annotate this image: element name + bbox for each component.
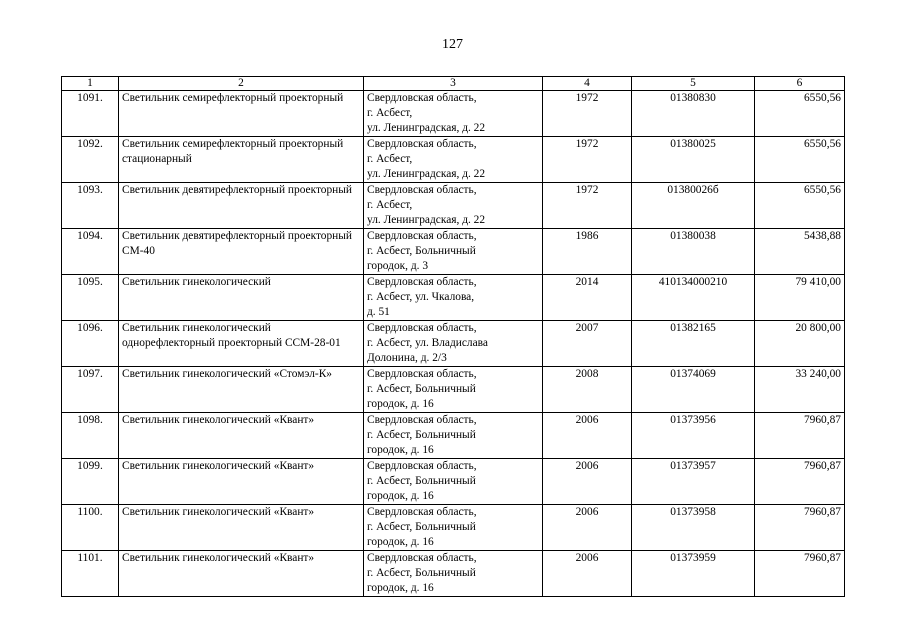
item-name-cell: Светильник девятирефлекторный проекторный bbox=[119, 183, 364, 229]
table-row bbox=[62, 321, 845, 367]
item-name-cell: Светильник гинекологический bbox=[119, 275, 364, 321]
item-name-cell: Светильник гинекологический «Квант» bbox=[119, 459, 364, 505]
year-cell: 2006 bbox=[543, 551, 632, 597]
address-cell: Свердловская область, г. Асбест, ул. Ленинградская, д. 22 bbox=[364, 183, 543, 229]
year-cell: 2006 bbox=[543, 459, 632, 505]
row-number-cell: 1095. bbox=[62, 275, 119, 321]
inventory-number-cell: 01380830 bbox=[632, 91, 755, 137]
row-number-cell: 1094. bbox=[62, 229, 119, 275]
inventory-number-cell: 01373958 bbox=[632, 505, 755, 551]
cost-cell: 7960,87 bbox=[755, 413, 845, 459]
address-cell: Свердловская область, г. Асбест, Больничный городок, д. 16 bbox=[364, 367, 543, 413]
address-cell: Свердловская область, г. Асбест, Больничный городок, д. 3 bbox=[364, 229, 543, 275]
inventory-number-cell: 01374069 bbox=[632, 367, 755, 413]
cost-cell: 79 410,00 bbox=[755, 275, 845, 321]
row-number-cell: 1096. bbox=[62, 321, 119, 367]
item-name-cell: Светильник гинекологический однорефлекторный проекторный ССМ-28-01 bbox=[119, 321, 364, 367]
column-header: 4 bbox=[543, 77, 632, 91]
row-number-cell: 1092. bbox=[62, 137, 119, 183]
table-row bbox=[62, 137, 845, 183]
row-number-cell: 1091. bbox=[62, 91, 119, 137]
row-number-cell: 1098. bbox=[62, 413, 119, 459]
year-cell: 1986 bbox=[543, 229, 632, 275]
address-cell: Свердловская область, г. Асбест, Больничный городок, д. 16 bbox=[364, 551, 543, 597]
address-cell: Свердловская область, г. Асбест, Больничный городок, д. 16 bbox=[364, 505, 543, 551]
address-cell: Свердловская область, г. Асбест, ул. Ленинградская, д. 22 bbox=[364, 91, 543, 137]
inventory-number-cell: 01382165 bbox=[632, 321, 755, 367]
cost-cell: 7960,87 bbox=[755, 459, 845, 505]
year-cell: 2006 bbox=[543, 505, 632, 551]
item-name-cell: Светильник семирефлекторный проекторный bbox=[119, 91, 364, 137]
column-header: 6 bbox=[755, 77, 845, 91]
cost-cell: 7960,87 bbox=[755, 505, 845, 551]
year-cell: 1972 bbox=[543, 183, 632, 229]
inventory-number-cell: 01373957 bbox=[632, 459, 755, 505]
column-header: 3 bbox=[364, 77, 543, 91]
cost-cell: 6550,56 bbox=[755, 91, 845, 137]
address-cell: Свердловская область, г. Асбест, Больничный городок, д. 16 bbox=[364, 459, 543, 505]
row-number-cell: 1099. bbox=[62, 459, 119, 505]
header-row bbox=[62, 77, 845, 91]
row-number-cell: 1093. bbox=[62, 183, 119, 229]
year-cell: 1972 bbox=[543, 91, 632, 137]
year-cell: 2006 bbox=[543, 413, 632, 459]
table-row bbox=[62, 413, 845, 459]
cost-cell: 33 240,00 bbox=[755, 367, 845, 413]
cost-cell: 6550,56 bbox=[755, 137, 845, 183]
item-name-cell: Светильник семирефлекторный проекторный стационарный bbox=[119, 137, 364, 183]
column-header: 5 bbox=[632, 77, 755, 91]
inventory-number-cell: 01373959 bbox=[632, 551, 755, 597]
item-name-cell: Светильник гинекологический «Квант» bbox=[119, 505, 364, 551]
row-number-cell: 1097. bbox=[62, 367, 119, 413]
table-row bbox=[62, 229, 845, 275]
address-cell: Свердловская область, г. Асбест, ул. Владислава Долонина, д. 2/3 bbox=[364, 321, 543, 367]
year-cell: 2008 bbox=[543, 367, 632, 413]
inventory-number-cell: 410134000210 bbox=[632, 275, 755, 321]
column-header: 1 bbox=[62, 77, 119, 91]
cost-cell: 7960,87 bbox=[755, 551, 845, 597]
item-name-cell: Светильник девятирефлекторный проекторный СМ-40 bbox=[119, 229, 364, 275]
table-row bbox=[62, 367, 845, 413]
inventory-number-cell: 01373956 bbox=[632, 413, 755, 459]
year-cell: 2007 bbox=[543, 321, 632, 367]
cost-cell: 6550,56 bbox=[755, 183, 845, 229]
item-name-cell: Светильник гинекологический «Квант» bbox=[119, 413, 364, 459]
item-name-cell: Светильник гинекологический «Квант» bbox=[119, 551, 364, 597]
inventory-number-cell: 01380026б bbox=[632, 183, 755, 229]
property-table bbox=[61, 76, 845, 597]
table-row bbox=[62, 91, 845, 137]
year-cell: 1972 bbox=[543, 137, 632, 183]
page-number: 127 bbox=[442, 37, 463, 52]
row-number-cell: 1101. bbox=[62, 551, 119, 597]
table-row bbox=[62, 505, 845, 551]
address-cell: Свердловская область, г. Асбест, ул. Чкалова, д. 51 bbox=[364, 275, 543, 321]
inventory-number-cell: 01380025 bbox=[632, 137, 755, 183]
row-number-cell: 1100. bbox=[62, 505, 119, 551]
table-row bbox=[62, 551, 845, 597]
year-cell: 2014 bbox=[543, 275, 632, 321]
table-row bbox=[62, 459, 845, 505]
table-row bbox=[62, 275, 845, 321]
address-cell: Свердловская область, г. Асбест, ул. Ленинградская, д. 22 bbox=[364, 137, 543, 183]
address-cell: Свердловская область, г. Асбест, Больничный городок, д. 16 bbox=[364, 413, 543, 459]
cost-cell: 20 800,00 bbox=[755, 321, 845, 367]
table-body bbox=[62, 91, 845, 597]
item-name-cell: Светильник гинекологический «Стомэл-К» bbox=[119, 367, 364, 413]
cost-cell: 5438,88 bbox=[755, 229, 845, 275]
column-header: 2 bbox=[119, 77, 364, 91]
inventory-number-cell: 01380038 bbox=[632, 229, 755, 275]
table-row bbox=[62, 183, 845, 229]
